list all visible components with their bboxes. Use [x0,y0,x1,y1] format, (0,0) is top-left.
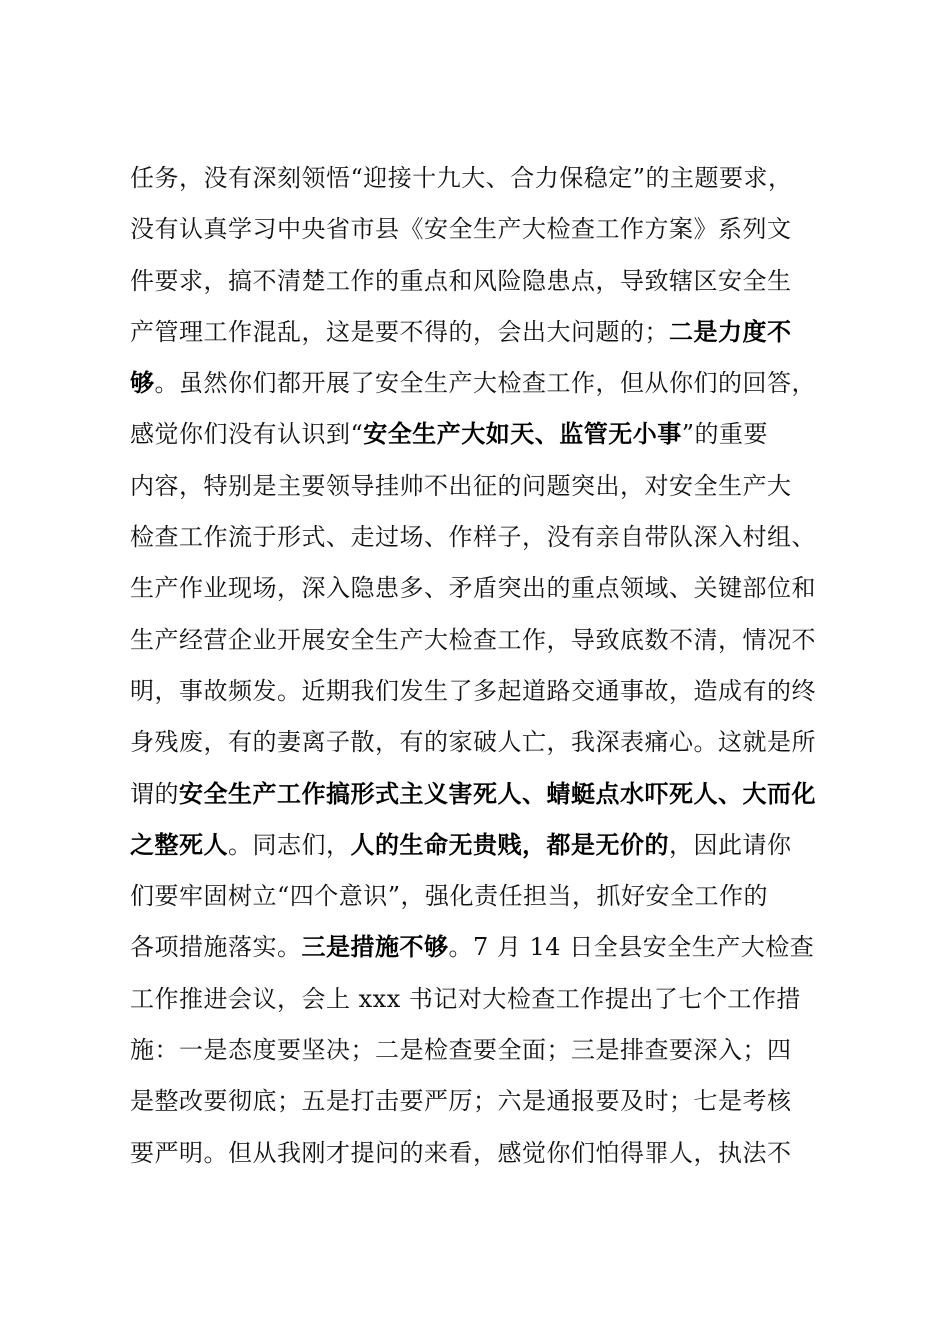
text-line [130,204,850,255]
text-line [130,512,850,563]
text-line [130,666,850,717]
text-segment: 。7 月 14 日全县安全生产大检查 [448,933,815,962]
bold-text-segment: 安全生产工作搞形式主义害死人、蜻蜓点水吓死人、大而化 [179,779,816,808]
text-segment: 要严明。但从我刚才提问的来看，感觉你们怕得罪人，执法不 [130,1138,792,1167]
text-line [130,461,850,512]
text-line [130,1076,850,1127]
text-line [130,1025,850,1076]
text-segment: 件要求，搞不清楚工作的重点和风险隐患点，导致辖区安全生 [130,266,792,295]
text-line [130,256,850,307]
text-line [130,1128,850,1179]
body-text [130,153,850,1179]
text-line [130,717,850,768]
text-segment: 内容，特别是主要领导挂帅不出征的问题突出，对安全生产大 [130,471,792,500]
text-line [130,563,850,614]
text-line [130,358,850,409]
text-segment: 工作推进会议，会上 xxx 书记对大检查工作提出了七个工作措 [130,984,801,1013]
text-segment: 明，事故频发。近期我们发生了多起道路交通事故，造成有的终 [130,676,816,705]
text-line [130,974,850,1025]
text-segment: 身残废，有的妻离子散，有的家破人亡，我深表痛心。这就是所 [130,728,816,757]
text-segment: 感觉你们没有认识到“ [130,420,364,449]
text-segment: 各项措施落实。 [130,933,302,962]
text-segment: 产管理工作混乱，这是要不得的，会出大问题的； [130,317,669,346]
text-line [130,153,850,204]
text-segment: 检查工作流于形式、走过场、作样子，没有亲自带队深入村组、 [130,523,816,552]
text-line [130,615,850,666]
bold-text-segment: 二是力度不 [669,317,792,346]
text-segment: 任务，没有深刻领悟“迎接十九大、合力保稳定”的主题要求， [130,164,793,192]
text-segment: ”的重要 [681,420,769,449]
text-line [130,871,850,922]
bold-text-segment: 之整死人 [130,830,228,859]
bold-text-segment: 够 [130,369,155,398]
bold-text-segment: 安全生产大如天、监管无小事 [363,420,682,449]
text-segment: 谓的 [130,779,179,808]
text-line [130,769,850,820]
text-segment: 是整改要彻底；五是打击要严厉；六是通报要及时；七是考核 [130,1087,792,1116]
text-segment: ，因此请你 [669,830,792,859]
bold-text-segment: 人的生命无贵贱，都是无价的 [350,830,669,859]
text-line [130,409,850,460]
text-segment: 生产作业现场，深入隐患多、矛盾突出的重点领域、关键部位和 [130,574,816,603]
text-line [130,922,850,973]
text-segment: 施：一是态度要坚决；二是检查要全面；三是排查要深入；四 [130,1036,792,1065]
text-segment: 。虽然你们都开展了安全生产大检查工作，但从你们的回答， [154,369,816,398]
text-segment: 们要牢固树立“四个意识”，强化责任担当，抓好安全工作的 [130,882,769,911]
text-line [130,307,850,358]
text-segment: 生产经营企业开展安全生产大检查工作，导致底数不清，情况不 [130,625,816,654]
text-line [130,820,850,871]
text-segment: 。同志们， [228,830,351,859]
bold-text-segment: 三是措施不够 [301,933,449,962]
text-segment: 没有认真学习中央省市县《安全生产大检查工作方案》系列文 [130,215,792,244]
